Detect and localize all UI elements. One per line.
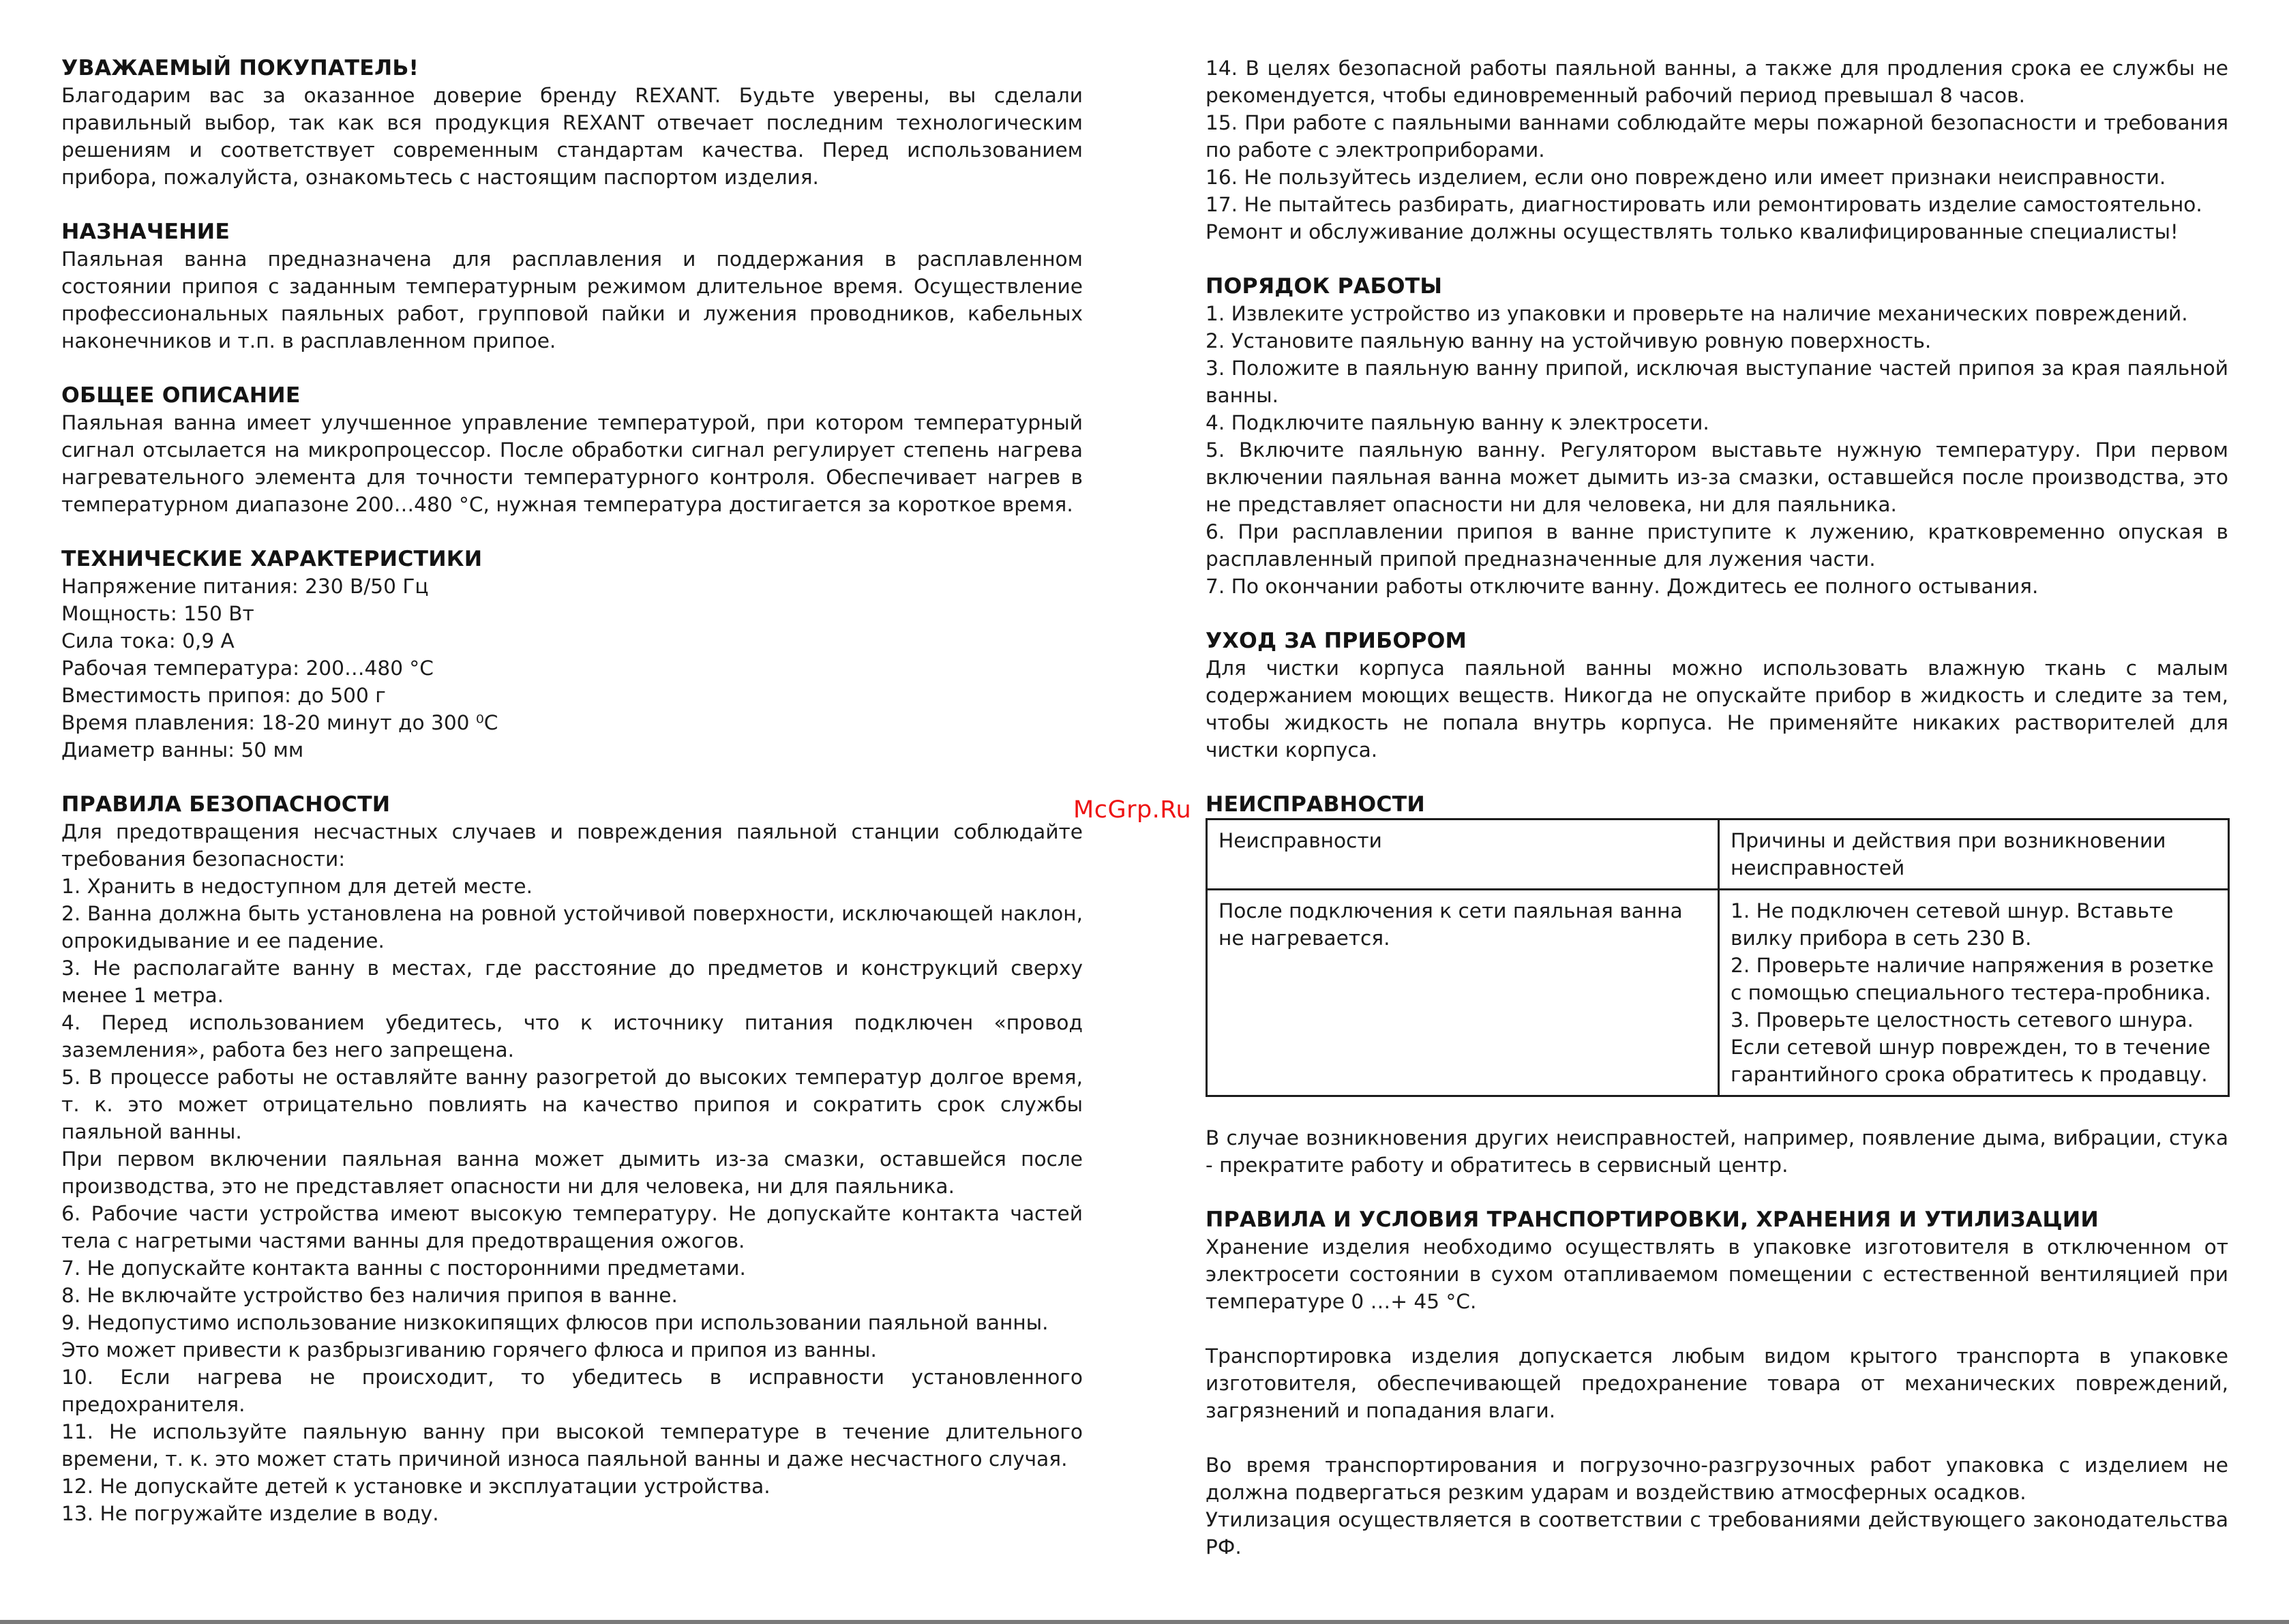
spacer bbox=[1206, 1097, 2228, 1124]
safety-heading: ПРАВИЛА БЕЗОПАСНОСТИ bbox=[61, 792, 391, 817]
watermark-text: McGrp.Ru bbox=[1073, 796, 1192, 824]
specs-heading: ТЕХНИЧЕСКИЕ ХАРАКТЕРИСТИКИ bbox=[61, 547, 483, 571]
faults-table bbox=[1206, 818, 2230, 1097]
spec-power: Мощность: 150 Вт bbox=[61, 602, 254, 625]
table-cell-actions bbox=[1719, 890, 2229, 1096]
safety-item: 6. Рабочие части устройства имеют высокую температуру. Не допускайте контакта частей тела с нагретыми частями ванны для предотвращения ожогов. bbox=[61, 1202, 1083, 1252]
operation-step: 5. Включите паяльную ванну. Регулятором выставьте нужную температуру. При первом включении паяльная ванна может дымить из-за смазки, оставшейся после производства, это не представляет опасности ни для человека, ни для паяльника. bbox=[1206, 438, 2228, 516]
operation-step: 2. Установите паяльную ванну на устойчивую ровную поверхность. bbox=[1206, 329, 1932, 352]
section-operation bbox=[1206, 273, 2228, 600]
section-dear-buyer bbox=[61, 55, 1083, 191]
safety-item: Это может привести к разбрызгиванию горячего флюса и припоя из ванны. bbox=[61, 1338, 877, 1362]
transport-disposal-text: Утилизация осуществляется в соответствии с требованиями действующего законодательства РФ. bbox=[1206, 1508, 2228, 1559]
safety-item: 2. Ванна должна быть установлена на ровной устойчивой поверхности, исключающей наклон, опрокидывание и ее падение. bbox=[61, 902, 1083, 952]
table-header-actions: Причины и действия при возникновении неисправностей bbox=[1719, 819, 2229, 890]
transport-handling-text: Во время транспортирования и погрузочно-разгрузочных работ упаковка с изделием не должна подвергаться резким ударам и воздействию атмосферных осадков. bbox=[1206, 1454, 2228, 1504]
transport-storage-text: Хранение изделия необходимо осуществлять в упаковке изготовителя в отключенном от электросети состоянии в сухом отапливаемом помещении с естественной вентиляцией при температуре 0 …+ 45 °С. bbox=[1206, 1235, 2228, 1313]
left-column bbox=[61, 55, 1083, 1554]
safety-item: 14. В целях безопасной работы паяльной ванны, а также для продления срока ее службы не рекомендуется, чтобы единовременный рабочий период превышал 8 часов. bbox=[1206, 57, 2228, 107]
safety-item: Ремонт и обслуживание должны осуществлять только квалифицированные специалисты! bbox=[1206, 220, 2179, 243]
safety-item: 3. Не располагайте ванну в местах, где расстояние до предметов и конструкций сверху менее 1 метра. bbox=[61, 957, 1083, 1007]
dear-buyer-text: Благодарим вас за оказанное доверие бренду REXANT. Будьте уверены, вы сделали правильный выбор, так как вся продукция REXANT отвечает последним технологическим решениям и соответствует современным стандартам качества. Перед использованием прибора, пожалуйста, ознакомьтесь с настоящим паспортом изделия. bbox=[61, 84, 1083, 189]
transport-carriage-text: Транспортировка изделия допускается любым видом крытого транспорта в упаковке изготовителя, обеспечивающей предохранение товара от механических повреждений, загрязнений и попадания влаги. bbox=[1206, 1344, 2228, 1422]
action-line: 2. Проверьте наличие напряжения в розетке с помощью специального тестера-пробника. bbox=[1731, 954, 2214, 1004]
table-cell-problem: После подключения к сети паяльная ванна не нагревается. bbox=[1207, 890, 1719, 1096]
section-care bbox=[1206, 627, 2228, 764]
safety-item: 4. Перед использованием убедитесь, что к источнику питания подключен «провод заземления», работа без него запрещена. bbox=[61, 1011, 1083, 1062]
section-faults bbox=[1206, 791, 2228, 1179]
safety-item: 7. Не допускайте контакта ванны с посторонними предметами. bbox=[61, 1257, 746, 1280]
spec-voltage: Напряжение питания: 230 В/50 Гц bbox=[61, 575, 429, 598]
safety-item: 11. Не используйте паяльную ванну при высокой температуре в течение длительного времени, т. к. это может стать причиной износа паяльной ванны и даже несчастного случая. bbox=[61, 1420, 1083, 1471]
safety-item: 9. Недопустимо использование низкокипящих флюсов при использовании паяльной ванны. bbox=[61, 1311, 1049, 1334]
spacer bbox=[1206, 1424, 2228, 1452]
bottom-divider bbox=[0, 1620, 2289, 1624]
table-header-row bbox=[1207, 819, 2229, 890]
purpose-text: Паяльная ванна предназначена для расплавления и поддержания в расплавленном состоянии припоя с заданным температурным режимом длительное время. Осуществление профессиональных паяльных работ, групповой пайки и лужения проводников, кабельных наконечников и т.п. в расплавленном припое. bbox=[61, 247, 1083, 352]
section-purpose bbox=[61, 218, 1083, 355]
table-header-problem: Неисправности bbox=[1207, 819, 1719, 890]
operation-step: 1. Извлеките устройство из упаковки и проверьте на наличие механических повреждений. bbox=[1206, 302, 2188, 325]
purpose-heading: НАЗНАЧЕНИЕ bbox=[61, 220, 230, 244]
action-line: 3. Проверьте целостность сетевого шнура. bbox=[1731, 1008, 2194, 1032]
operation-step: 4. Подключите паяльную ванну к электросети. bbox=[1206, 411, 1709, 434]
operation-heading: ПОРЯДОК РАБОТЫ bbox=[1206, 274, 1443, 299]
safety-item: При первом включении паяльная ванна может дымить из-за смазки, оставшейся после производства, это не представляет опасности ни для человека, ни для паяльника. bbox=[61, 1147, 1083, 1198]
spacer bbox=[1206, 1315, 2228, 1342]
table-row bbox=[1207, 890, 2229, 1096]
care-heading: УХОД ЗА ПРИБОРОМ bbox=[1206, 629, 1467, 653]
action-line: 1. Не подключен сетевой шнур. Вставьте вилку прибора в сеть 230 В. bbox=[1731, 899, 2174, 950]
section-specs bbox=[61, 545, 1083, 764]
safety-item: 16. Не пользуйтесь изделием, если оно повреждено или имеет признаки неисправности. bbox=[1206, 166, 2166, 189]
transport-heading: ПРАВИЛА И УСЛОВИЯ ТРАНСПОРТИРОВКИ, ХРАНЕНИЯ И УТИЛИЗАЦИИ bbox=[1206, 1207, 2099, 1232]
spec-diameter: Диаметр ванны: 50 мм bbox=[61, 738, 304, 762]
section-safety-continued bbox=[1206, 55, 2228, 245]
general-heading: ОБЩЕЕ ОПИСАНИЕ bbox=[61, 383, 301, 408]
dear-buyer-heading: УВАЖАЕМЫЙ ПОКУПАТЕЛЬ! bbox=[61, 56, 419, 80]
general-text: Паяльная ванна имеет улучшенное управление температурой, при котором температурный сигнал отсылается на микропроцессор. После обработки сигнал регулирует степень нагрева нагревательного элемента для точности температурного контроля. Обеспечивает нагрев в температурном диапазоне 200…480 °С, нужная температура достигается за короткое время. bbox=[61, 411, 1083, 516]
spec-current: Сила тока: 0,9 А bbox=[61, 629, 235, 652]
operation-step: 7. По окончании работы отключите ванну. Дождитесь ее полного остывания. bbox=[1206, 575, 2039, 598]
spec-capacity: Вместимость припоя: до 500 г bbox=[61, 684, 386, 707]
section-safety bbox=[61, 791, 1083, 1527]
safety-item: 10. Если нагрева не происходит, то убедитесь в исправности установленного предохранителя. bbox=[61, 1366, 1083, 1416]
operation-step: 3. Положите в паяльную ванну припой, исключая выступание частей припоя за края паяльной ванны. bbox=[1206, 357, 2228, 407]
safety-item: 15. При работе с паяльными ваннами соблюдайте меры пожарной безопасности и требования по работе с электроприборами. bbox=[1206, 111, 2228, 162]
safety-item: 13. Не погружайте изделие в воду. bbox=[61, 1502, 439, 1525]
right-column bbox=[1206, 55, 2228, 1588]
safety-item: Для предотвращения несчастных случаев и повреждения паяльной станции соблюдайте требования безопасности: bbox=[61, 820, 1083, 871]
safety-item: 1. Хранить в недоступном для детей месте. bbox=[61, 875, 533, 898]
safety-item: 17. Не пытайтесь разбирать, диагностировать или ремонтировать изделие самостоятельно. bbox=[1206, 193, 2202, 216]
spec-temperature: Рабочая температура: 200…480 °С bbox=[61, 657, 434, 680]
safety-item: 8. Не включайте устройство без наличия припоя в ванне. bbox=[61, 1284, 678, 1307]
faults-note: В случае возникновения других неисправностей, например, появление дыма, вибрации, стука - прекратите работу и обратитесь в сервисный центр. bbox=[1206, 1126, 2228, 1177]
section-transport bbox=[1206, 1206, 2228, 1561]
safety-item: 5. В процессе работы не оставляйте ванну разогретой до высоких температур долгое время, т. к. это может отрицательно повлиять на качество припоя и сократить срок службы паяльной ванны. bbox=[61, 1066, 1083, 1143]
care-text: Для чистки корпуса паяльной ванны можно использовать влажную ткань с малым содержанием моющих веществ. Никогда не опускайте прибор в жидкость и следите за тем, чтобы жидкость не попала внутрь корпуса. Не применяйте никаких растворителей для чистки корпуса. bbox=[1206, 657, 2228, 762]
operation-step: 6. При расплавлении припоя в ванне приступите к лужению, кратковременно опуская в расплавленный припой предназначенные для лужения части. bbox=[1206, 520, 2228, 571]
spec-melt-time: Время плавления: 18-20 минут до 300 ⁰С bbox=[61, 711, 498, 734]
faults-heading: НЕИСПРАВНОСТИ bbox=[1206, 792, 1425, 817]
safety-item: 12. Не допускайте детей к установке и эксплуатации устройства. bbox=[61, 1475, 771, 1498]
section-general bbox=[61, 382, 1083, 518]
action-line: Если сетевой шнур поврежден, то в течение гарантийного срока обратитесь к продавцу. bbox=[1731, 1036, 2211, 1086]
